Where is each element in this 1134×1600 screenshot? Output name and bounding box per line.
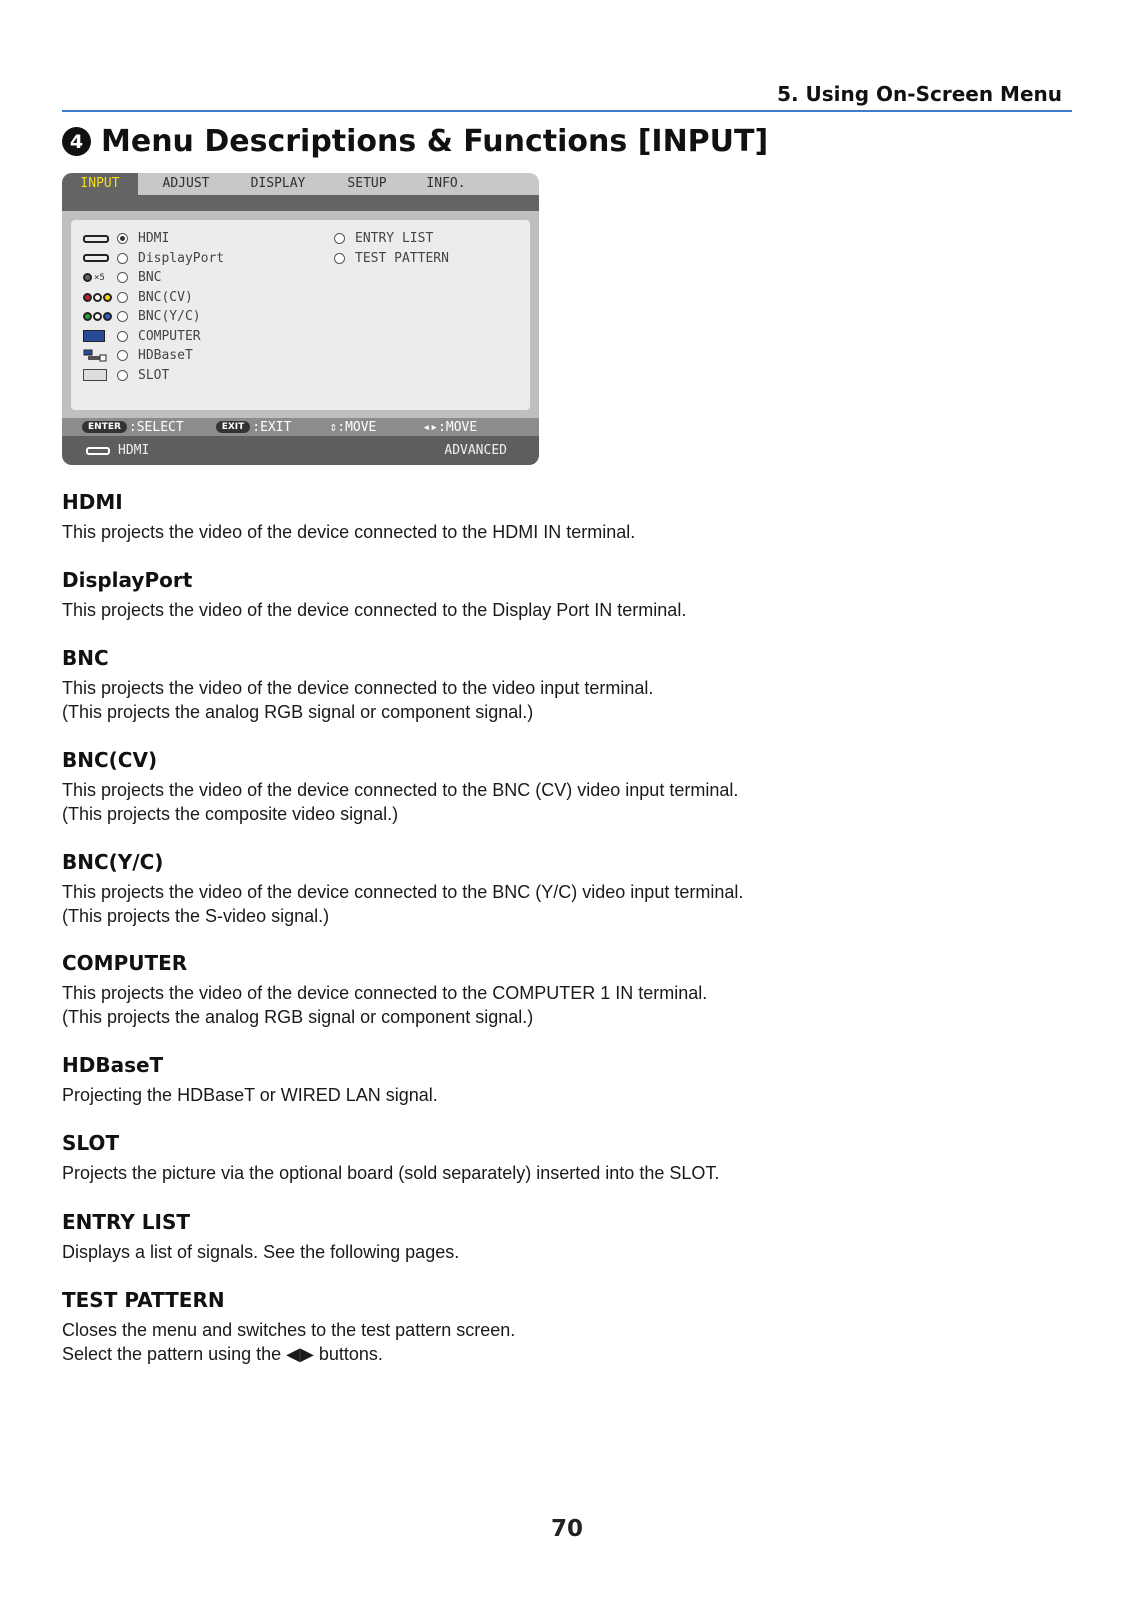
- section-text: This projects the video of the device connected to the Display Port IN terminal.: [62, 600, 687, 620]
- osd-extra-list: [334, 229, 449, 268]
- osd-item-test-pattern[interactable]: [334, 249, 449, 269]
- section-displayport: [62, 568, 686, 622]
- section-text: This projects the video of the device connected to the COMPUTER 1 IN terminal. (This projects the analog RGB signal or component signal.): [62, 983, 708, 1027]
- section-text: This projects the video of the device connected to the HDMI IN terminal.: [62, 522, 636, 542]
- section-entry-list: [62, 1210, 459, 1264]
- osd-panel: [71, 220, 530, 410]
- radio-icon: [117, 272, 128, 283]
- osd-item-label: BNC: [138, 270, 162, 286]
- page-number: 70: [550, 1516, 583, 1542]
- osd-status-bar: [62, 436, 539, 465]
- osd-tab-bar: [62, 173, 539, 195]
- osd-item-bnc[interactable]: [83, 268, 224, 288]
- section-bnc-cv: [62, 748, 738, 826]
- osd-item-entry-list[interactable]: [334, 229, 449, 249]
- exit-hint: :EXIT: [252, 419, 292, 435]
- page-title-text: Menu Descriptions & Functions [INPUT]: [101, 124, 769, 159]
- section-text: Projecting the HDBaseT or WIRED LAN signal.: [62, 1085, 438, 1105]
- bnc-connector-icon: [83, 271, 117, 285]
- radio-icon: [334, 233, 345, 244]
- section-text: Displays a list of signals. See the following pages.: [62, 1242, 460, 1262]
- tab-input[interactable]: INPUT: [62, 173, 138, 195]
- radio-selected-icon: [117, 233, 128, 244]
- osd-item-label: SLOT: [138, 367, 170, 383]
- osd-item-hdmi[interactable]: [83, 229, 224, 249]
- tab-display[interactable]: DISPLAY: [250, 176, 306, 191]
- section-text: This projects the video of the device connected to the BNC (Y/C) video input terminal. (This projects the S-video signal.): [62, 882, 744, 926]
- bnc-count-text: ×5: [94, 272, 105, 283]
- osd-tab-band: [62, 195, 539, 211]
- section-heading: BNC(Y/C): [62, 850, 164, 874]
- status-source: HDMI: [118, 443, 150, 458]
- radio-icon: [117, 253, 128, 264]
- osd-item-label: HDBaseT: [138, 348, 193, 364]
- section-heading: SLOT: [62, 1131, 120, 1155]
- move-vertical-hint: ⇕:MOVE: [329, 419, 377, 435]
- section-bnc-yc: [62, 850, 743, 928]
- section-hdbaset: [62, 1053, 438, 1107]
- radio-icon: [117, 292, 128, 303]
- osd-item-label: COMPUTER: [138, 328, 201, 344]
- slot-icon: [83, 369, 107, 381]
- osd-menu: [62, 173, 539, 465]
- hdmi-connector-icon: [83, 235, 109, 243]
- hdbaset-connector-icon: [83, 349, 117, 363]
- chapter-header: 5. Using On-Screen Menu: [777, 82, 1062, 106]
- section-heading: BNC: [62, 646, 109, 670]
- osd-item-bnc-yc[interactable]: [83, 307, 224, 327]
- osd-source-list: [83, 229, 224, 385]
- radio-icon: [117, 350, 128, 361]
- osd-item-label: HDMI: [138, 231, 170, 247]
- bnc-cv-connector-icon: [83, 293, 112, 302]
- page-title: [62, 124, 768, 159]
- section-text: This projects the video of the device connected to the video input terminal. (This projects the analog RGB signal or component signal.): [62, 678, 654, 722]
- section-heading: HDMI: [62, 490, 123, 514]
- osd-item-bnc-cv[interactable]: [83, 288, 224, 308]
- status-mode: ADVANCED: [444, 443, 507, 458]
- osd-item-displayport[interactable]: [83, 249, 224, 269]
- section-bnc: [62, 646, 653, 724]
- section-text: This projects the video of the device connected to the BNC (CV) video input terminal. (This projects the composite video signal.): [62, 780, 739, 824]
- osd-item-label: DisplayPort: [138, 250, 225, 266]
- hdmi-connector-icon: [86, 447, 110, 455]
- section-slot: [62, 1131, 719, 1185]
- section-heading: DisplayPort: [62, 568, 193, 592]
- osd-item-slot[interactable]: [83, 366, 224, 386]
- tab-setup[interactable]: SETUP: [347, 176, 387, 191]
- osd-item-label: BNC(Y/C): [138, 309, 201, 325]
- section-text: Closes the menu and switches to the test pattern screen. Select the pattern using the ◀▶ buttons.: [62, 1320, 516, 1364]
- section-heading: COMPUTER: [62, 951, 188, 975]
- section-test-pattern: [62, 1288, 515, 1366]
- tab-adjust[interactable]: ADJUST: [162, 176, 210, 191]
- osd-item-label: BNC(CV): [138, 289, 193, 305]
- exit-key-icon: EXIT: [216, 421, 251, 433]
- header-rule: [62, 110, 1072, 112]
- bnc-yc-connector-icon: [83, 312, 112, 321]
- radio-icon: [117, 331, 128, 342]
- section-heading: HDBaseT: [62, 1053, 164, 1077]
- osd-item-label: TEST PATTERN: [355, 250, 449, 266]
- osd-item-computer[interactable]: [83, 327, 224, 347]
- section-heading: TEST PATTERN: [62, 1288, 225, 1312]
- move-horizontal-hint: ◂▸:MOVE: [422, 419, 478, 435]
- osd-key-guide: [62, 418, 539, 436]
- osd-item-label: ENTRY LIST: [355, 231, 434, 247]
- enter-key-icon: ENTER: [82, 421, 127, 433]
- tab-info[interactable]: INFO.: [426, 176, 466, 191]
- radio-icon: [117, 311, 128, 322]
- computer-connector-icon: [83, 330, 105, 342]
- radio-icon: [117, 370, 128, 381]
- section-heading: BNC(CV): [62, 748, 158, 772]
- displayport-connector-icon: [83, 254, 109, 262]
- osd-item-hdbaset[interactable]: [83, 346, 224, 366]
- radio-icon: [334, 253, 345, 264]
- section-computer: [62, 951, 707, 1029]
- section-heading: ENTRY LIST: [62, 1210, 191, 1234]
- section-text: Projects the picture via the optional board (sold separately) inserted into the SLOT.: [62, 1163, 720, 1183]
- section-hdmi: [62, 490, 635, 544]
- enter-hint: :SELECT: [128, 419, 184, 435]
- section-number-badge: 4: [62, 127, 91, 156]
